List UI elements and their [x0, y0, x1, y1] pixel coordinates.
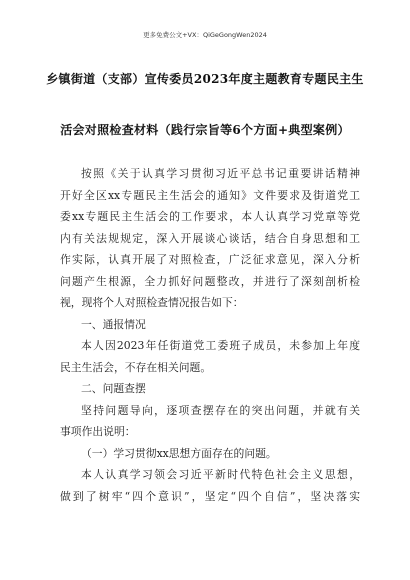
body-line: 坚持问题导向，逐项查摆存在的突出问题，并就有关 — [81, 403, 360, 417]
body-line: 委xx专题民主生活会的工作要求，本人认真学习党章等党 — [60, 210, 360, 223]
body-line: 做到了树牢“四个意识”，坚定“四个自信”，坚决落实 — [60, 489, 360, 503]
body-line: 视，现将个人对照检查情况报告如下： — [60, 296, 244, 309]
body-line: 问题产生根源，全力抓好问题整改，并进行了深刻剖析检 — [60, 274, 360, 288]
body-line: 内有关法规规定，深入开展谈心谈话，结合自身思想和工 — [60, 231, 360, 245]
section-heading-2: 二、问题查摆 — [81, 382, 146, 395]
body-line: 本人因2023年任街道党工委班子成员，未参加上年度 — [81, 339, 360, 352]
body-line: 本人认真学习领会习近平新时代特色社会主义思想， — [81, 468, 360, 481]
document-body — [60, 163, 360, 507]
body-line: 开好全区xx专题民主生活会的通知》文件要求及街道党工 — [60, 188, 360, 202]
body-line: 按照《关于认真学习贯彻习近平总书记重要讲话精神 — [81, 167, 360, 180]
page-header: 更多免费公文+VX：QiGeGongWen2024 — [143, 31, 267, 39]
subsection-heading-1: （一）学习贯彻xx思想方面存在的问题。 — [81, 446, 277, 460]
body-line: 作实际，认真开展了对照检查，广泛征求意见，深入分析 — [60, 253, 360, 266]
section-heading-1: 一、通报情况 — [81, 317, 146, 331]
document-title-line-2: 活会对照检查材料（践行宗旨等6个方面+典型案例） — [60, 123, 350, 137]
body-line: 事项作出说明： — [60, 425, 136, 438]
document-title-line-1: 乡镇街道（支部）宣传委员2023年度主题教育专题民主生 — [46, 72, 364, 86]
body-line: 民主生活会，不存在相关问题。 — [60, 360, 212, 374]
